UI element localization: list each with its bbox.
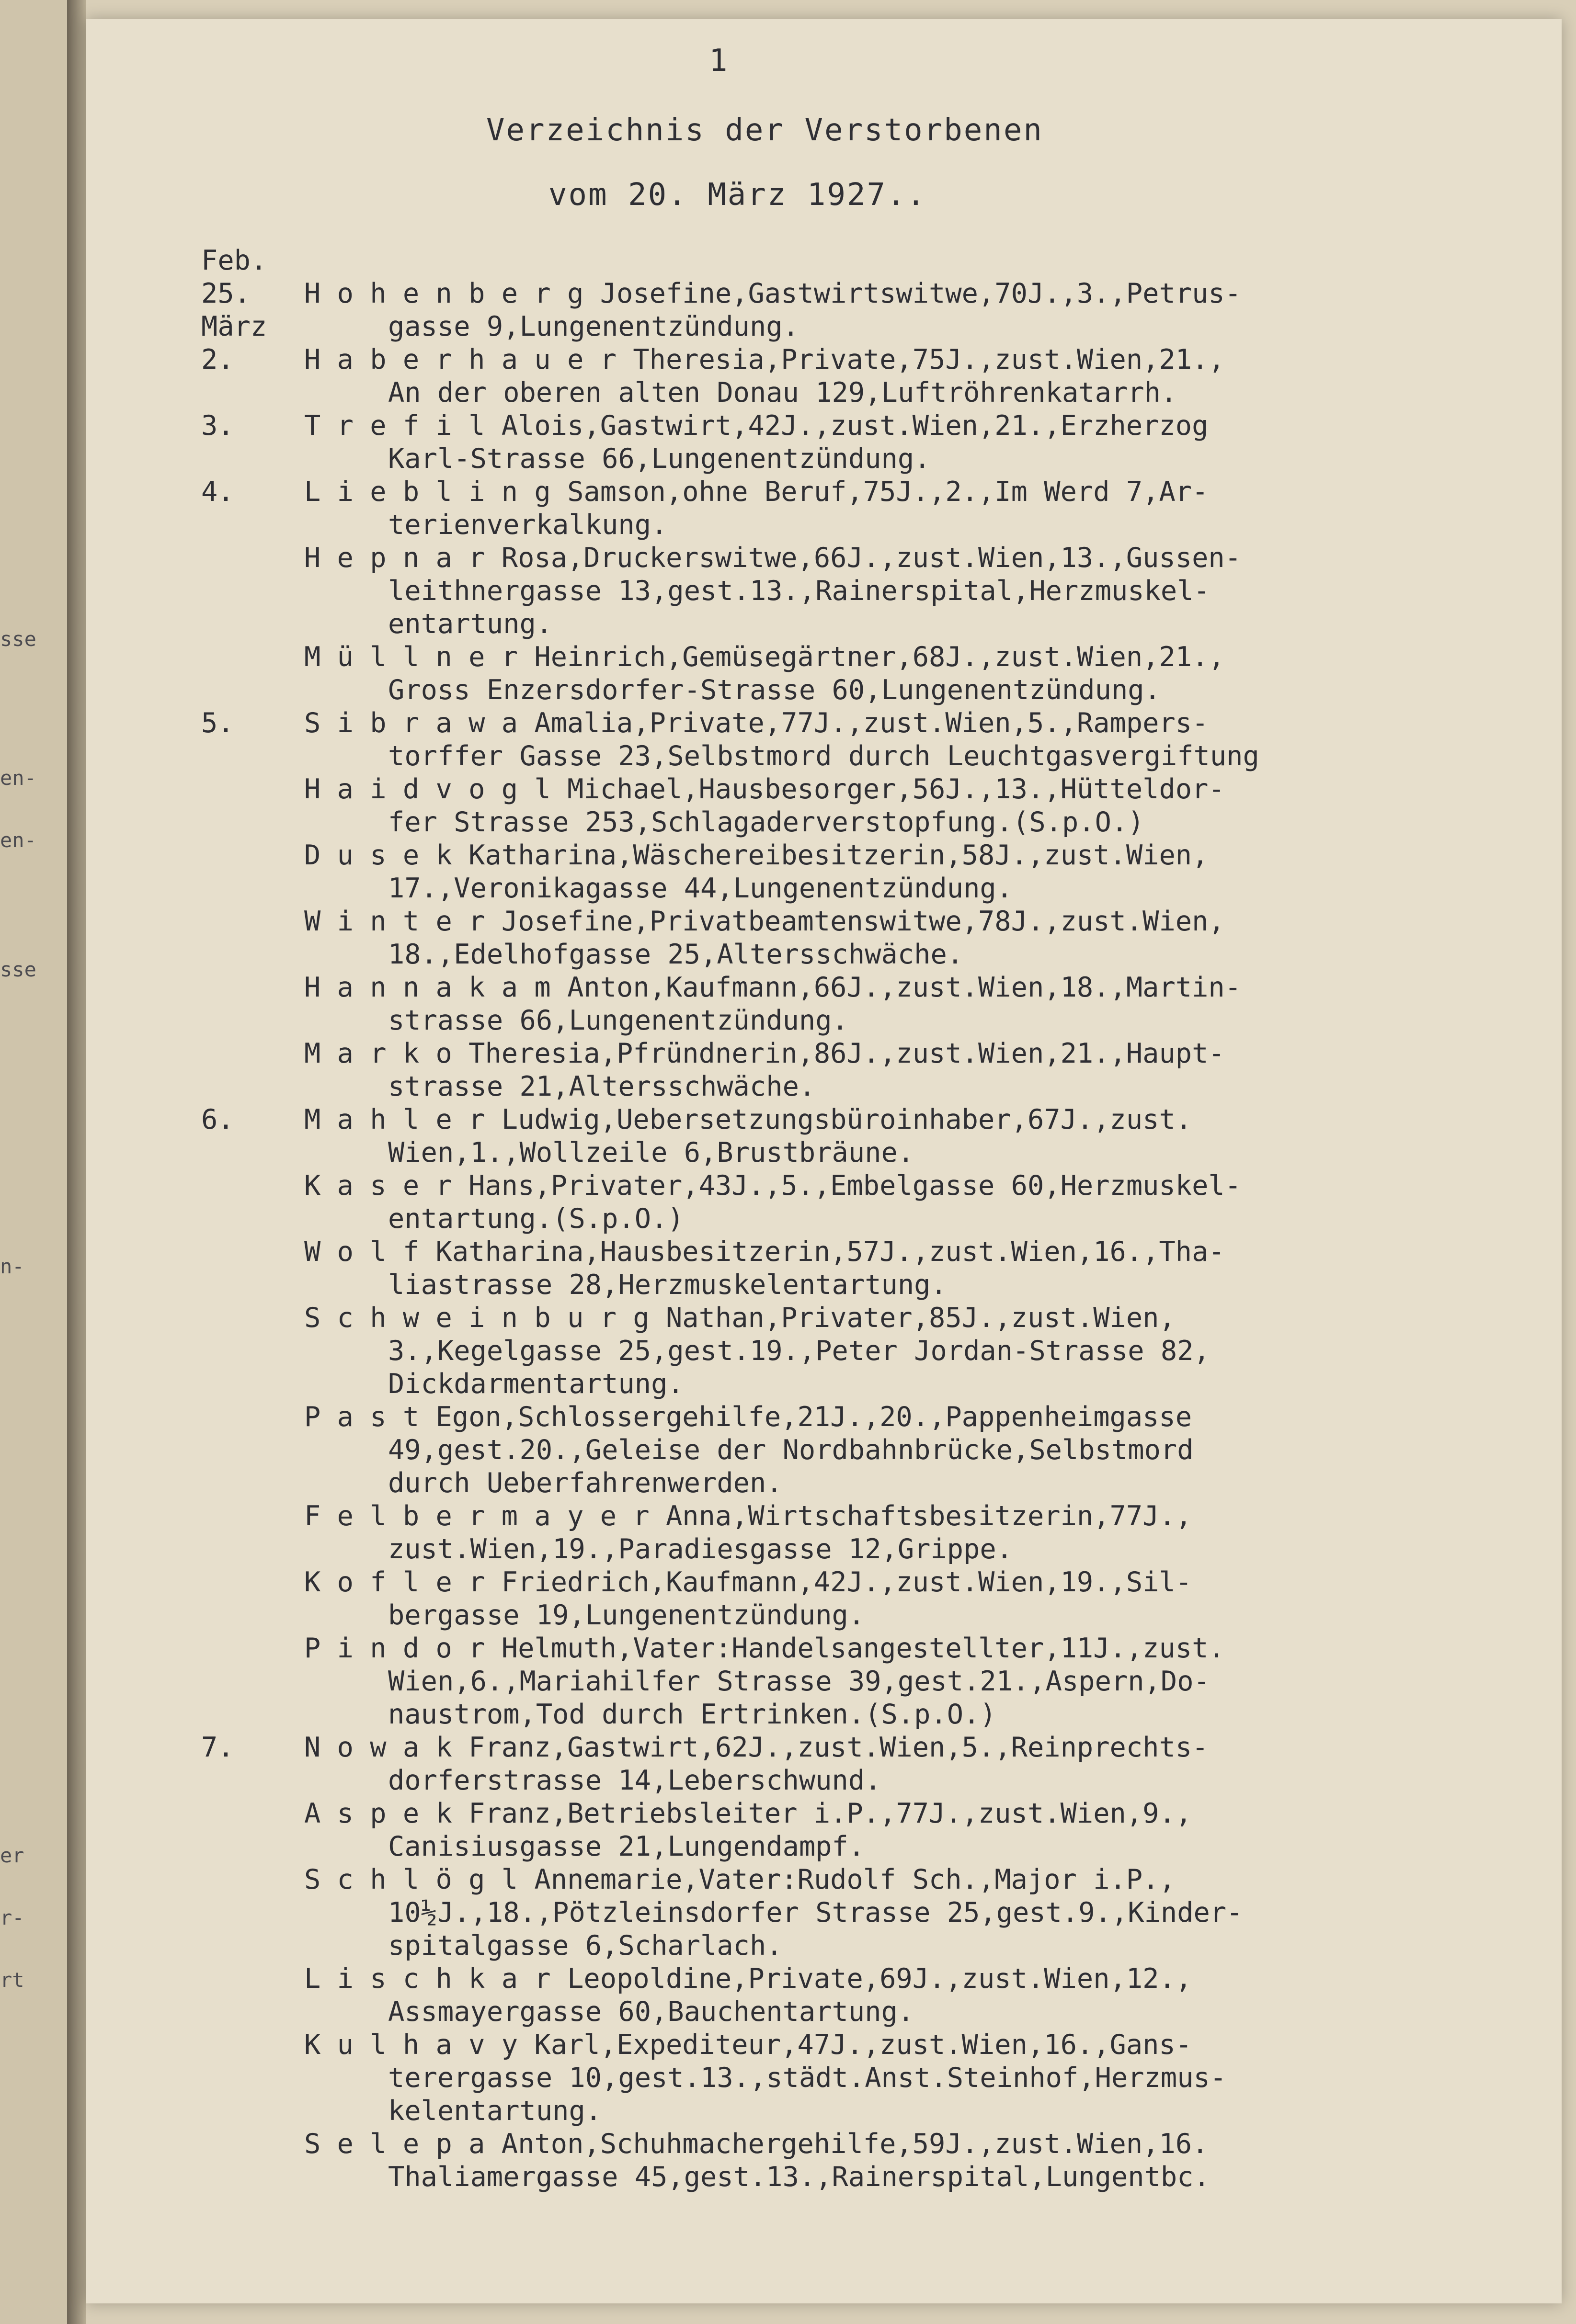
entry-text: K a s e r Hans,Privater,43J.,5.,Embelgasse 60,Herzmuskel- xyxy=(304,1170,1242,1202)
edge-fragment: en- xyxy=(0,766,36,790)
register-line xyxy=(201,575,1490,608)
entry-text: S c h w e i n b u r g Nathan,Privater,85J.,zust.Wien, xyxy=(304,1302,1176,1334)
previous-page-edge xyxy=(0,0,70,2324)
page-number: 1 xyxy=(709,43,728,79)
entry-text: N o w a k Franz,Gastwirt,62J.,zust.Wien,5.,Reinprechts- xyxy=(304,1732,1209,1763)
register-line xyxy=(201,244,1490,277)
register-line xyxy=(201,409,1490,442)
entry-text: leithnergasse 13,gest.13.,Rainerspital,Herzmuskel- xyxy=(388,575,1210,607)
entry-text: F e l b e r m a y e r Anna,Wirtschaftsbesitzerin,77J., xyxy=(304,1500,1192,1532)
entry-text: Karl-Strasse 66,Lungenentzündung. xyxy=(388,443,931,475)
entry-text: H a i d v o g l Michael,Hausbesorger,56J.,13.,Hütteldor- xyxy=(304,773,1225,805)
page-title: Verzeichnis der Verstorbenen xyxy=(486,113,1043,148)
register-line xyxy=(201,1434,1490,1467)
entry-text: M a h l e r Ludwig,Uebersetzungsbüroinhaber,67J.,zust. xyxy=(304,1104,1192,1135)
entry-text: terienverkalkung. xyxy=(388,509,668,541)
entry-text: 17.,Veronikagasse 44,Lungenentzündung. xyxy=(388,873,1013,904)
register-line xyxy=(201,872,1490,905)
register-line xyxy=(201,542,1490,575)
entry-text: Dickdarmentartung. xyxy=(388,1368,684,1400)
register-line xyxy=(201,1896,1490,1929)
entry-text: K u l h a v y Karl,Expediteur,47J.,zust.Wien,16.,Gans- xyxy=(304,2029,1192,2061)
register-line xyxy=(201,971,1490,1004)
entry-text: H o h e n b e r g Josefine,Gastwirtswitwe,70J.,3.,Petrus- xyxy=(304,278,1242,309)
register-line xyxy=(201,1103,1490,1136)
register-line xyxy=(201,608,1490,641)
binding-gutter xyxy=(67,0,86,2324)
register-line xyxy=(201,376,1490,409)
register-line xyxy=(201,1401,1490,1434)
entry-text: 49,gest.20.,Geleise der Nordbahnbrücke,Selbstmord xyxy=(388,1434,1194,1466)
entry-text: W o l f Katharina,Hausbesitzerin,57J.,zust.Wien,16.,Tha- xyxy=(304,1236,1225,1268)
entry-text: 10½J.,18.,Pötzleinsdorfer Strasse 25,gest.9.,Kinder- xyxy=(388,1897,1243,1928)
entry-text: H a b e r h a u e r Theresia,Private,75J.,zust.Wien,21., xyxy=(304,344,1225,375)
register-line xyxy=(201,1467,1490,1500)
edge-fragment: en- xyxy=(0,828,36,852)
entry-text: S i b r a w a Amalia,Private,77J.,zust.Wien,5.,Rampers- xyxy=(304,707,1209,739)
register-line xyxy=(201,1566,1490,1599)
register-line xyxy=(201,1368,1490,1401)
register-line xyxy=(201,1698,1490,1731)
page-subtitle: vom 20. März 1927.. xyxy=(548,177,927,213)
register-line xyxy=(201,1169,1490,1202)
register-line xyxy=(201,1731,1490,1764)
register-line xyxy=(201,674,1490,707)
entry-text: S c h l ö g l Annemarie,Vater:Rudolf Sch.,Major i.P., xyxy=(304,1864,1176,1895)
register-line xyxy=(201,839,1490,872)
register-line xyxy=(201,2128,1490,2161)
register-line xyxy=(201,905,1490,938)
entry-text: bergasse 19,Lungenentzündung. xyxy=(388,1599,865,1631)
date-label: 4. xyxy=(201,476,234,508)
date-label: 2. xyxy=(201,344,234,375)
register-line xyxy=(201,1764,1490,1797)
entry-text: fer Strasse 253,Schlagaderverstopfung.(S.p.O.) xyxy=(388,806,1144,838)
entry-text: naustrom,Tod durch Ertrinken.(S.p.O.) xyxy=(388,1699,996,1730)
entry-text: Assmayergasse 60,Bauchentartung. xyxy=(388,1996,914,2028)
date-label: 5. xyxy=(201,707,234,739)
register-line xyxy=(201,1929,1490,1962)
entry-text: A s p e k Franz,Betriebsleiter i.P.,77J.,zust.Wien,9., xyxy=(304,1798,1192,1829)
register-line xyxy=(201,1797,1490,1830)
entry-text: durch Ueberfahrenwerden. xyxy=(388,1467,783,1499)
entry-text: Wien,1.,Wollzeile 6,Brustbräune. xyxy=(388,1137,914,1168)
register-line xyxy=(201,707,1490,740)
edge-fragment: er xyxy=(0,1844,24,1867)
register-line xyxy=(201,1004,1490,1037)
register-line xyxy=(201,2062,1490,2095)
register-line xyxy=(201,1863,1490,1896)
register-line xyxy=(201,641,1490,674)
edge-fragment: sse xyxy=(0,958,36,981)
entry-text: liastrasse 28,Herzmuskelentartung. xyxy=(388,1269,947,1301)
date-label: 25. xyxy=(201,278,251,309)
entry-text: dorferstrasse 14,Leberschwund. xyxy=(388,1765,881,1796)
register-line xyxy=(201,1632,1490,1665)
register-line xyxy=(201,1302,1490,1335)
register-line xyxy=(201,442,1490,476)
entry-text: Thaliamergasse 45,gest.13.,Rainerspital,Lungentbc. xyxy=(388,2161,1210,2193)
register-line xyxy=(201,2095,1490,2128)
entry-text: Wien,6.,Mariahilfer Strasse 39,gest.21.,Aspern,Do- xyxy=(388,1666,1210,1697)
entry-text: strasse 21,Altersschwäche. xyxy=(388,1071,816,1102)
entry-text: zust.Wien,19.,Paradiesgasse 12,Grippe. xyxy=(388,1533,1013,1565)
entry-text: M ü l l n e r Heinrich,Gemüsegärtner,68J.,zust.Wien,21., xyxy=(304,641,1225,673)
entry-text: 18.,Edelhofgasse 25,Altersschwäche. xyxy=(388,939,964,970)
entry-text: Gross Enzersdorfer-Strasse 60,Lungenentzündung. xyxy=(388,674,1161,706)
register-line xyxy=(201,2161,1490,2194)
entry-text: D u s e k Katharina,Wäschereibesitzerin,58J.,zust.Wien, xyxy=(304,839,1209,871)
register-line xyxy=(201,1136,1490,1169)
date-label: Feb. xyxy=(201,245,267,276)
register-line xyxy=(201,1236,1490,1269)
entry-text: An der oberen alten Donau 129,Luftröhrenkatarrh. xyxy=(388,377,1177,408)
register-line xyxy=(201,773,1490,806)
register-line xyxy=(201,310,1490,343)
register-line xyxy=(201,1665,1490,1698)
entry-text: entartung. xyxy=(388,608,553,640)
register-line xyxy=(201,1830,1490,1863)
register-line xyxy=(201,1070,1490,1103)
date-label: 3. xyxy=(201,410,234,442)
register-line xyxy=(201,1995,1490,2029)
register-line xyxy=(201,476,1490,509)
date-label: 6. xyxy=(201,1104,234,1135)
edge-fragment: n- xyxy=(0,1255,24,1278)
register-line xyxy=(201,2029,1490,2062)
entry-text: W i n t e r Josefine,Privatbeamtenswitwe,78J.,zust.Wien, xyxy=(304,906,1225,937)
entry-text: T r e f i l Alois,Gastwirt,42J.,zust.Wien,21.,Erzherzog xyxy=(304,410,1209,442)
entry-text: 3.,Kegelgasse 25,gest.19.,Peter Jordan-Strasse 82, xyxy=(388,1335,1210,1367)
entry-text: entartung.(S.p.O.) xyxy=(388,1203,684,1235)
edge-fragment: sse xyxy=(0,627,36,651)
entry-text: H a n n a k a m Anton,Kaufmann,66J.,zust.Wien,18.,Martin- xyxy=(304,972,1242,1003)
entry-text: spitalgasse 6,Scharlach. xyxy=(388,1930,783,1961)
register-line xyxy=(201,1500,1490,1533)
entry-text: Canisiusgasse 21,Lungendampf. xyxy=(388,1831,865,1862)
register-line xyxy=(201,1533,1490,1566)
register-line xyxy=(201,938,1490,971)
register-line xyxy=(201,509,1490,542)
register-line xyxy=(201,1599,1490,1632)
register-line xyxy=(201,806,1490,839)
edge-fragment: r- xyxy=(0,1906,24,1929)
entry-text: torffer Gasse 23,Selbstmord durch Leuchtgasvergiftung xyxy=(388,740,1259,772)
date-label: März xyxy=(201,311,267,342)
register-line xyxy=(201,740,1490,773)
register-line xyxy=(201,1269,1490,1302)
date-label: 7. xyxy=(201,1732,234,1763)
entry-text: L i s c h k a r Leopoldine,Private,69J.,zust.Wien,12., xyxy=(304,1963,1192,1995)
entry-text: P i n d o r Helmuth,Vater:Handelsangestellter,11J.,zust. xyxy=(304,1632,1225,1664)
register-line xyxy=(201,1962,1490,1995)
register-line xyxy=(201,1037,1490,1070)
register-line xyxy=(201,343,1490,376)
edge-fragment: rt xyxy=(0,1968,24,1992)
entry-text: H e p n a r Rosa,Druckerswitwe,66J.,zust.Wien,13.,Gussen- xyxy=(304,542,1242,574)
register-line xyxy=(201,1335,1490,1368)
entry-text: gasse 9,Lungenentzündung. xyxy=(388,311,799,342)
entry-text: L i e b l i n g Samson,ohne Beruf,75J.,2.,Im Werd 7,Ar- xyxy=(304,476,1209,508)
entry-text: M a r k o Theresia,Pfründnerin,86J.,zust.Wien,21.,Haupt- xyxy=(304,1038,1225,1069)
entry-text: P a s t Egon,Schlossergehilfe,21J.,20.,Pappenheimgasse xyxy=(304,1401,1192,1433)
entry-text: terergasse 10,gest.13.,städt.Anst.Steinhof,Herzmus- xyxy=(388,2062,1227,2094)
register-line xyxy=(201,1202,1490,1236)
entry-text: K o f l e r Friedrich,Kaufmann,42J.,zust.Wien,19.,Sil- xyxy=(304,1566,1192,1598)
entry-text: kelentartung. xyxy=(388,2095,602,2127)
entry-text: strasse 66,Lungenentzündung. xyxy=(388,1005,848,1036)
register-line xyxy=(201,277,1490,310)
entry-text: S e l e p a Anton,Schuhmachergehilfe,59J.,zust.Wien,16. xyxy=(304,2128,1209,2160)
death-register-list xyxy=(201,244,1490,2194)
